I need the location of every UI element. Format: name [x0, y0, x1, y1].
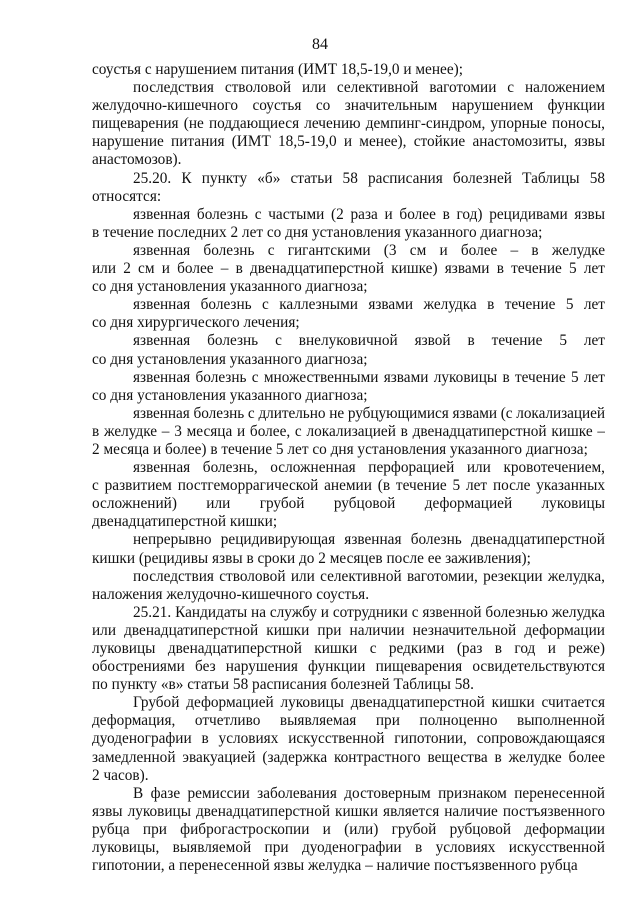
text-line: луковицы двенадцатиперстной кишки с редкими (раз в год и реже) — [92, 640, 605, 657]
text-line: 2 месяца и более) в течение 5 лет со дня установления указанного диагноза; — [92, 440, 588, 458]
text-line: непрерывно рецидивирующая язвенная болезнь двенадцатиперстной — [133, 531, 605, 549]
text-line: в желудке – 3 месяца и более, с локализацией в двенадцатиперстной кишке – — [92, 422, 605, 440]
text-line: обострениями без нарушения функции пищеварения освидетельствуются — [92, 658, 605, 676]
text-line: соустья с нарушением питания (ИМТ 18,5-19,0 и менее); — [92, 61, 463, 78]
text-line: двенадцатиперстной кишки; — [92, 513, 278, 531]
text-line: со дня хирургического лечения; — [92, 314, 300, 332]
paragraph — [92, 604, 605, 694]
text-line: язвенная болезнь с внелуковичной язвой в течение 5 лет — [133, 332, 605, 350]
text-line: кишки (рецидивы язвы в сроки до 2 месяцев после ее заживления); — [92, 549, 531, 567]
paragraph — [92, 242, 605, 296]
text-line: последствия стволовой или селективной ваготомии, резекции желудка, — [133, 567, 605, 585]
text-line: 25.21. Кандидаты на службу и сотрудники с язвенной болезнью желудка — [133, 603, 605, 621]
text-line: дуоденографии в условиях искусственной гипотонии, сопровождающаяся — [92, 730, 605, 748]
text-line: язвенная болезнь с длительно не рубцующимися язвами (с локализацией — [133, 404, 605, 422]
text-line: анастомозов). — [92, 151, 182, 169]
text-line: язвенная болезнь с каллезными язвами желудка в течение 5 лет — [133, 296, 605, 314]
text-line: рубца при фиброгастроскопии и (или) грубой рубцовой деформации — [92, 820, 605, 838]
text-line: Грубой деформацией луковицы двенадцатиперстной кишки считается — [133, 694, 605, 712]
text-line: 2 часов). — [92, 766, 149, 784]
paragraph — [92, 459, 605, 531]
text-line: замедленной эвакуацией (задержка контрастного вещества в желудке более — [92, 748, 605, 766]
text-line: деформация, отчетливо выявляемая при полноценно выполненной — [92, 712, 605, 730]
page-number: 84 — [312, 36, 328, 53]
text-line: язвенная болезнь, осложненная перфорацией или кровотечением, — [133, 459, 605, 477]
text-line: пищеварения (не поддающиеся лечению демпинг-синдром, упорные поносы, — [92, 115, 605, 133]
text-line: осложнений) или грубой рубцовой деформацией луковицы — [92, 495, 605, 513]
paragraph — [92, 405, 605, 459]
text-line: 25.20. К пункту «б» статьи 58 расписания болезней Таблицы 58 — [133, 169, 605, 187]
paragraph — [92, 694, 605, 784]
text-line: язвенная болезнь с частыми (2 раза и более в год) рецидивами язвы — [133, 205, 605, 223]
text-line: желудочно-кишечного соустья со значительным нарушением функции — [92, 97, 605, 115]
paragraph — [92, 206, 605, 242]
paragraph — [92, 332, 605, 368]
text-line: В фазе ремиссии заболевания достоверным признаком перенесенной — [133, 784, 605, 802]
text-line: нарушение питания (ИМТ 18,5-19,0 и менее), стойкие анастомозиты, язвы — [92, 133, 605, 151]
text-line: язвенная болезнь с множественными язвами луковицы в течение 5 лет — [133, 368, 605, 386]
paragraph — [92, 369, 605, 405]
text-line: по пункту «в» статьи 58 расписания болезней Таблицы 58. — [92, 676, 474, 694]
document-body — [92, 61, 605, 875]
text-line: или 2 см и более – в двенадцатиперстной кишке) язвами в течение 5 лет — [92, 260, 605, 278]
paragraph — [92, 531, 605, 567]
paragraph — [92, 568, 605, 604]
text-line: луковицы, выявляемой при дуоденографии в условиях искусственной — [92, 839, 605, 857]
text-line: с развитием постгеморрагической анемии (в течение 5 лет после указанных — [92, 477, 605, 495]
text-line: со дня установления указанного диагноза; — [92, 278, 368, 296]
text-line: наложения желудочно-кишечного соустья. — [92, 585, 370, 603]
paragraph — [92, 785, 605, 875]
text-line: со дня установления указанного диагноза; — [92, 386, 368, 404]
text-line: или двенадцатиперстной кишки при наличии незначительной деформации — [92, 621, 605, 639]
paragraph — [92, 296, 605, 332]
text-line: со дня установления указанного диагноза; — [92, 350, 368, 368]
text-line: последствия стволовой или селективной ваготомии с наложением — [133, 79, 605, 97]
paragraph — [92, 170, 605, 206]
paragraph — [92, 79, 605, 169]
paragraph — [92, 61, 605, 79]
text-line: гипотонии, а перенесенной язвы желудка – наличие постъязвенного рубца — [92, 857, 578, 875]
text-line: в течение последних 2 лет со дня установления указанного диагноза; — [92, 223, 543, 241]
text-line: язвенная болезнь с гигантскими (3 см и более – в желудке — [133, 241, 605, 259]
text-line: язвы луковицы двенадцатиперстной кишки является наличие постъязвенного — [92, 802, 605, 820]
text-line: относятся: — [92, 187, 162, 205]
